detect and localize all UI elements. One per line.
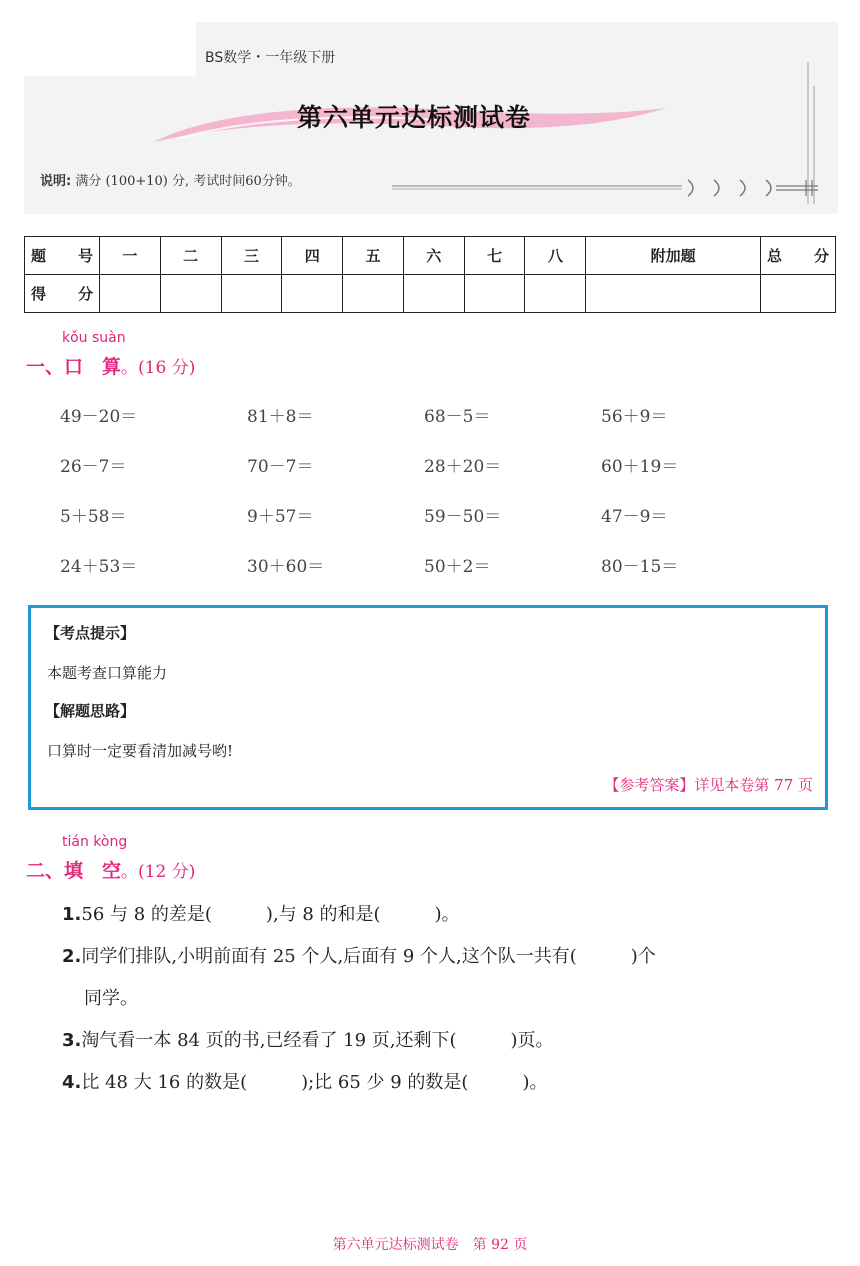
arith-problem: 81＋8＝: [247, 407, 314, 427]
arith-problem: 56＋9＝: [601, 407, 668, 427]
col-bonus: 附加题: [586, 237, 761, 275]
arith-problem: 59－50＝: [424, 507, 502, 527]
arith-problem: 5＋58＝: [60, 507, 127, 527]
score-cell[interactable]: [761, 275, 836, 313]
question-2: [62, 942, 656, 968]
hint-heading-approach: 【解题思路】: [45, 702, 136, 720]
row-label-score: 得 分: [25, 275, 100, 313]
score-cell[interactable]: [100, 275, 161, 313]
score-table-score-row: [25, 275, 836, 313]
row-label-question-number: 题 号: [25, 237, 100, 275]
col-total: 总 分: [761, 237, 836, 275]
score-cell[interactable]: [221, 275, 282, 313]
question-number: 2.: [62, 946, 82, 967]
arith-problem: 24＋53＝: [60, 557, 138, 577]
hint-text-approach: 口算时一定要看清加减号哟!: [47, 742, 234, 760]
question-number: 4.: [62, 1072, 82, 1093]
arith-problem: 80－15＝: [601, 557, 679, 577]
exam-title: 第六单元达标测试卷: [297, 103, 532, 132]
note-text: 满分 (100+10) 分, 考试时间60分钟。: [75, 174, 301, 189]
col-2: 二: [160, 237, 221, 275]
question-text: 56 与 8 的差是( ),与 8 的和是( )。: [81, 904, 460, 925]
score-cell[interactable]: [464, 275, 525, 313]
col-3: 三: [221, 237, 282, 275]
section2-title: [26, 856, 195, 883]
answer-reference: 【参考答案】详见本卷第 77 页: [604, 776, 813, 794]
exam-note: [40, 170, 301, 189]
question-text: 同学们排队,小明前面有 25 个人,后面有 9 个人,这个队一共有( )个: [81, 946, 656, 967]
note-label: 说明:: [40, 174, 72, 189]
arith-problem: 49－20＝: [60, 407, 138, 427]
arith-problem: 68－5＝: [424, 407, 491, 427]
score-cell[interactable]: [282, 275, 343, 313]
section1-title: [26, 352, 195, 379]
arith-problem: 70－7＝: [247, 457, 314, 477]
col-1: 一: [100, 237, 161, 275]
section2-score: 。(12 分): [121, 862, 196, 882]
page-footer: 第六单元达标测试卷 第 92 页: [332, 1237, 528, 1253]
question-text: 淘气看一本 84 页的书,已经看了 19 页,还剩下( )页。: [81, 1030, 554, 1051]
score-cell[interactable]: [403, 275, 464, 313]
arith-problem: 30＋60＝: [247, 557, 325, 577]
score-table-header-row: [25, 237, 836, 275]
col-6: 六: [403, 237, 464, 275]
question-1: [62, 900, 460, 926]
hint-box: [28, 605, 828, 810]
score-cell[interactable]: [586, 275, 761, 313]
question-number: 3.: [62, 1030, 82, 1051]
question-text: 比 48 大 16 的数是( );比 65 少 9 的数是( )。: [81, 1072, 548, 1093]
question-2-continued: 同学。: [84, 988, 138, 1009]
score-cell[interactable]: [160, 275, 221, 313]
header-tab: [24, 22, 196, 76]
arith-problem: 9＋57＝: [247, 507, 314, 527]
section2-number: 二、: [26, 860, 65, 882]
score-cell[interactable]: [343, 275, 404, 313]
section1-score: 。(16 分): [121, 358, 196, 378]
question-3: [62, 1026, 554, 1052]
question-number: 1.: [62, 904, 82, 925]
score-table: [24, 236, 836, 313]
question-4: [62, 1068, 547, 1094]
col-7: 七: [464, 237, 525, 275]
subject-label: BS数学・一年级下册: [205, 50, 336, 66]
arith-problem: 50＋2＝: [424, 557, 491, 577]
score-cell[interactable]: [525, 275, 586, 313]
section2-pinyin: tián kòng: [62, 834, 128, 850]
arith-problem: 47－9＝: [601, 507, 668, 527]
col-4: 四: [282, 237, 343, 275]
col-8: 八: [525, 237, 586, 275]
hint-heading-points: 【考点提示】: [45, 624, 136, 642]
section1-heading: 口 算: [64, 356, 122, 378]
col-5: 五: [343, 237, 404, 275]
section1-number: 一、: [26, 356, 65, 378]
arith-problem: 28＋20＝: [424, 457, 502, 477]
decor-rule: [392, 176, 822, 202]
section2-heading: 填 空: [64, 860, 122, 882]
hint-text-points: 本题考查口算能力: [47, 664, 168, 682]
section1-pinyin: kǒu suàn: [62, 330, 126, 346]
arith-problem: 26－7＝: [60, 457, 127, 477]
arith-problem: 60＋19＝: [601, 457, 679, 477]
